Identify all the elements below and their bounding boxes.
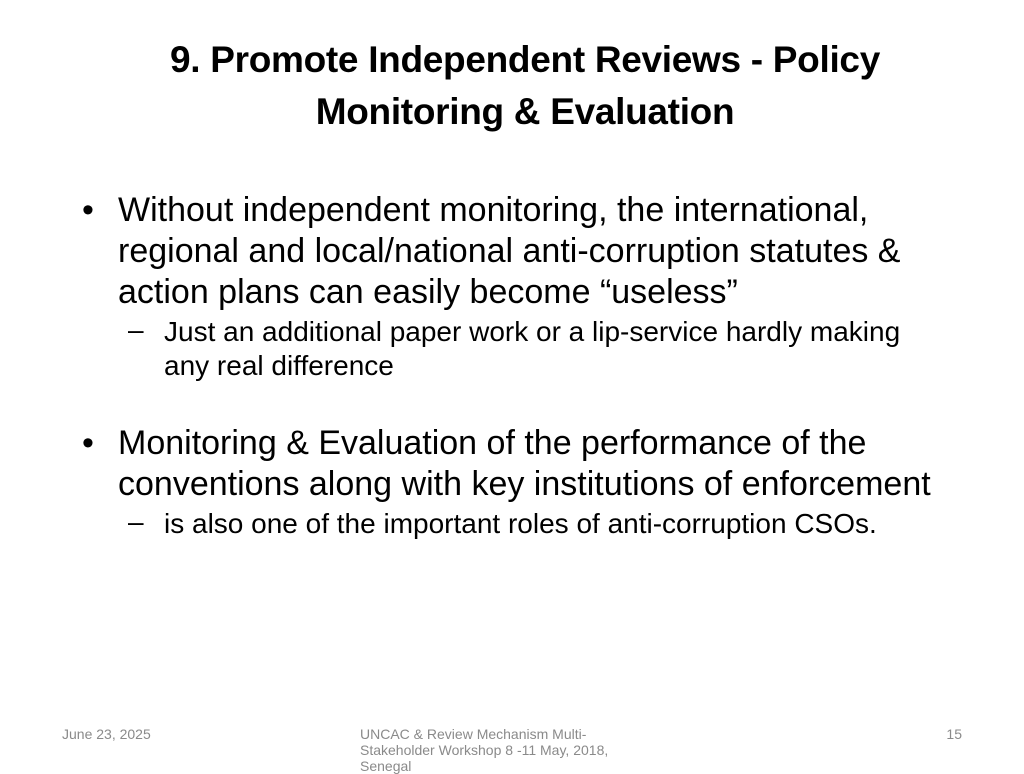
sub-bullet-item-1	[70, 315, 950, 383]
bullet-symbol: •	[82, 424, 94, 462]
sub-bullet-item-2	[70, 507, 950, 541]
sub-bullet-text: Just an additional paper work or a lip-service hardly making any real difference	[164, 316, 901, 381]
spacer	[70, 383, 950, 423]
bullet-item-2	[70, 423, 950, 505]
bullet-text: Monitoring & Evaluation of the performance of the conventions along with key institutions of enforcement	[118, 424, 931, 503]
slide-body	[70, 190, 950, 541]
sub-bullet-text: is also one of the important roles of anti-corruption CSOs.	[164, 508, 877, 539]
bullet-item-1	[70, 190, 950, 313]
page-number: 15	[946, 726, 962, 742]
footer-date: June 23, 2025	[62, 726, 151, 742]
footer-title: UNCAC & Review Mechanism Multi-Stakeholder Workshop 8 -11 May, 2018, Senegal	[360, 726, 609, 774]
sub-bullet-symbol: –	[128, 314, 144, 345]
bullet-symbol: •	[82, 191, 94, 229]
bullet-text: Without independent monitoring, the international, regional and local/national anti-corruption statutes & action plans can easily become “useless”	[118, 191, 901, 311]
sub-bullet-symbol: –	[128, 506, 144, 537]
slide-title: 9. Promote Independent Reviews - Policy Monitoring & Evaluation	[170, 39, 880, 132]
